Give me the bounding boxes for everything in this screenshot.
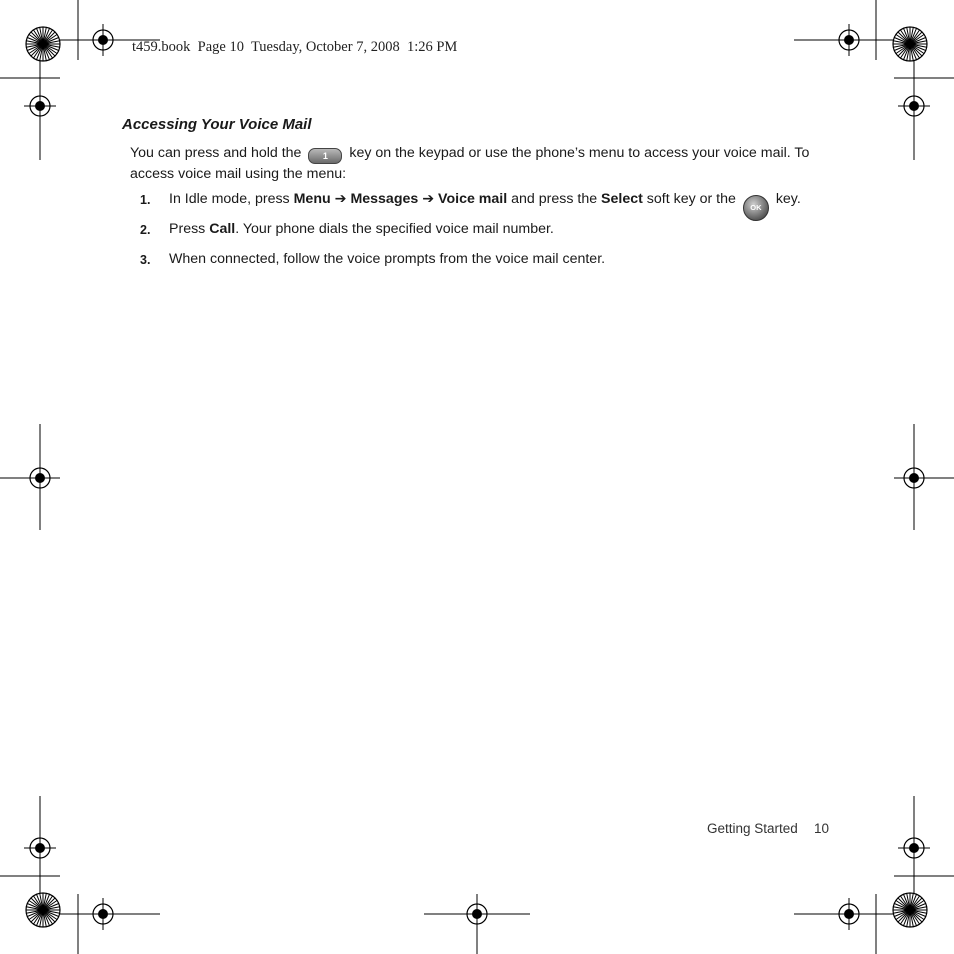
step-item: [140, 189, 840, 219]
step-text-part: In Idle mode, press: [169, 191, 294, 207]
footer-section-title: Getting Started: [707, 821, 798, 836]
step-text-part: Press: [169, 221, 210, 237]
menu-term: Menu: [293, 191, 331, 207]
arrow-glyph: ➔: [418, 191, 439, 207]
print-slug: t459.book Page 10 Tuesday, October 7, 2008 1:26 PM: [132, 39, 458, 55]
step-text-part: and press the: [507, 191, 602, 207]
voice-mail-term: Voice mail: [438, 191, 508, 207]
step-text-part: . Your phone dials the specified voice mail number.: [235, 221, 554, 237]
step-text-part: soft key or the: [642, 191, 736, 207]
intro-text-after: key on the keypad or use the phone’s menu to access your voice mail. To access voice mail using the menu:: [130, 145, 810, 182]
step-text: [169, 249, 605, 270]
step-number: 2.: [140, 223, 151, 237]
step-text: [169, 189, 801, 221]
steps-list: [140, 189, 840, 279]
step-item: [140, 219, 840, 249]
step-number: 3.: [140, 253, 151, 267]
step-item: [140, 249, 840, 279]
section-heading: Accessing Your Voice Mail: [122, 116, 312, 133]
step-text-part: key.: [775, 191, 801, 207]
select-term: Select: [601, 191, 643, 207]
call-term: Call: [209, 221, 236, 237]
step-text-part: When connected, follow the voice prompts from the voice mail center.: [169, 251, 606, 267]
messages-term: Messages: [350, 191, 419, 207]
ok-key-icon: OK: [743, 195, 769, 221]
intro-paragraph: [130, 143, 840, 185]
arrow-glyph: ➔: [330, 191, 351, 207]
step-number: 1.: [140, 193, 151, 207]
keypad-1-voicemail-key-icon: 1: [308, 148, 342, 164]
intro-text-before: You can press and hold the: [130, 145, 302, 161]
footer-page-number: 10: [814, 821, 830, 836]
step-text: [169, 219, 554, 240]
